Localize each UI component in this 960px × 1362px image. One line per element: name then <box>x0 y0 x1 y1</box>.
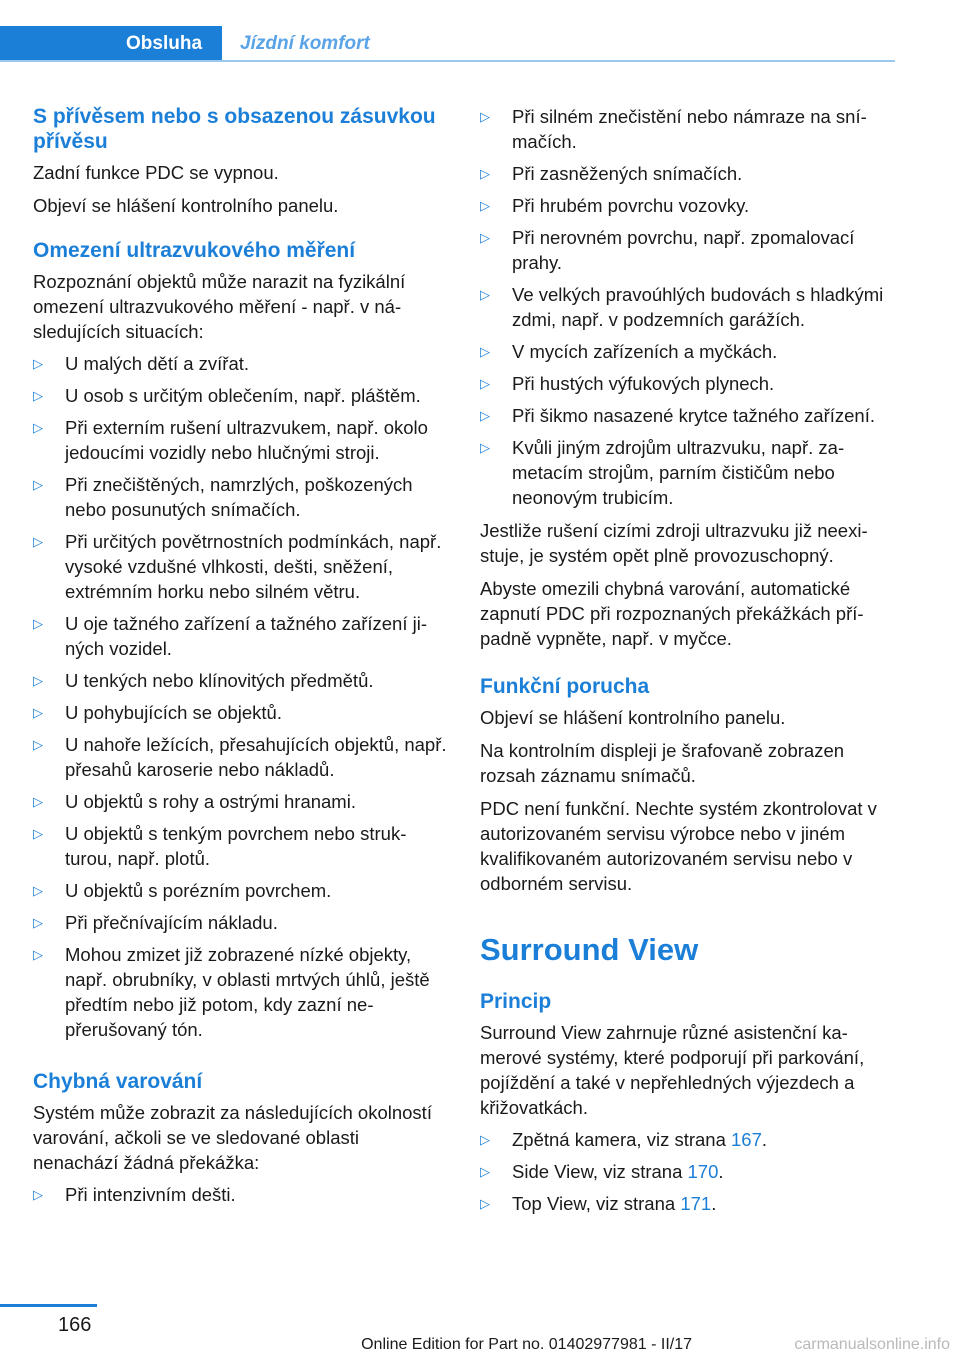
heading-malfunction: Funkční porucha <box>480 675 650 698</box>
list-item: ▷ Kvůli jiným zdrojům ultrazvuku, např. zametacím strojům, parním čističům nebo neonovým trubicím. <box>480 437 845 508</box>
right-column <box>480 104 896 1216</box>
bullet-icon: ▷ <box>480 408 490 423</box>
list-item: ▷ Při intenzivním dešti. <box>33 1184 236 1205</box>
bullet-icon: ▷ <box>33 737 43 752</box>
list-item: ▷ V mycích zařízeních a myčkách. <box>480 341 778 362</box>
list-item: ▷ U malých dětí a zvířat. <box>33 353 250 374</box>
list-item: ▷ Při přečnívajícím nákladu. <box>33 912 278 933</box>
bullet-icon: ▷ <box>480 344 490 359</box>
page-number: 166 <box>58 1314 92 1336</box>
paragraph: Zadní funkce PDC se vypnou. <box>33 162 279 183</box>
edition-footer: Online Edition for Part no. 01402977981 - II/17 <box>361 1336 692 1353</box>
page-link[interactable]: 170 <box>687 1161 719 1182</box>
bullet-icon: ▷ <box>33 826 43 841</box>
list-item: ▷ U nahoře ležících, přesahujících objektů, např. přesahů karoserie nebo nákladů. <box>33 734 447 780</box>
page-link[interactable]: 171 <box>680 1193 712 1214</box>
bullet-icon: ▷ <box>33 616 43 631</box>
heading-false-warnings: Chybná varování <box>33 1070 203 1093</box>
bullet-icon: ▷ <box>480 230 490 245</box>
paragraph: Objeví se hlášení kontrolního panelu. <box>480 707 786 728</box>
left-column <box>33 104 447 1207</box>
paragraph: Abyste omezili chybná varování, automatické zapnutí PDC při rozpoznaných překážkách případně vypněte, např. v myčce. <box>480 578 864 649</box>
bullet-icon: ▷ <box>33 883 43 898</box>
bullet-icon: ▷ <box>480 1164 490 1179</box>
list-item: ▷ U objektů s rohy a ostrými hranami. <box>33 791 356 812</box>
list-item: ▷ Při šikmo nasazené krytce tažného zařízení. <box>480 405 875 426</box>
bullet-icon: ▷ <box>480 198 490 213</box>
list-item: ▷ Při nerovném povrchu, např. zpomalovací prahy. <box>480 227 855 273</box>
bullet-icon: ▷ <box>33 1187 43 1202</box>
bullet-icon: ▷ <box>480 1132 490 1147</box>
list-item: ▷ U objektů s porézním povrchem. <box>33 880 332 901</box>
paragraph: Jestliže rušení cizími zdroji ultrazvuku již neexistuje, je systém opět plně provozuschopný. <box>480 520 868 566</box>
bullet-icon: ▷ <box>33 673 43 688</box>
bullet-icon: ▷ <box>480 109 490 124</box>
heading-limits: Omezení ultrazvukového měření <box>33 239 356 262</box>
heading-trailer: S přívěsem nebo s obsazenou zásuvkou přívěsu <box>33 105 436 153</box>
list-item: ▷ U objektů s tenkým povrchem nebo strukturou, např. plotů. <box>33 823 407 869</box>
bullet-icon: ▷ <box>480 440 490 455</box>
list-item: ▷ U tenkých nebo klínovitých předmětů. <box>33 670 374 691</box>
list-false-warnings <box>33 1182 447 1207</box>
bullet-icon: ▷ <box>480 376 490 391</box>
bullet-icon: ▷ <box>33 420 43 435</box>
list-item: ▷ Při určitých povětrnostních podmínkách, např. vysoké vzdušné vlhkosti, dešti, sněžení, extrémním horku nebo silném větru. <box>33 531 442 602</box>
list-surround-view <box>480 1127 896 1216</box>
bullet-icon: ▷ <box>33 794 43 809</box>
list-item: ▷ Při silném znečistění nebo námraze na snímačích. <box>480 106 867 152</box>
paragraph: Rozpoznání objektů může narazit na fyzikální omezení ultrazvukového měření - např. v následujících situacích: <box>33 271 406 342</box>
list-item: ▷ Top View, viz strana 171. <box>480 1193 717 1214</box>
bullet-icon: ▷ <box>33 947 43 962</box>
header-tabs <box>0 26 388 62</box>
bullet-icon: ▷ <box>33 356 43 371</box>
bullet-icon: ▷ <box>33 534 43 549</box>
tab-obsluha[interactable]: Obsluha <box>0 26 222 62</box>
list-limits <box>33 351 447 1042</box>
bullet-icon: ▷ <box>33 915 43 930</box>
list-false-warnings-cont <box>480 104 896 510</box>
paragraph: Systém může zobrazit za následujících okolností varování, ačkoli se ve sledované oblasti nenachází žádná překážka: <box>33 1102 432 1173</box>
bullet-icon: ▷ <box>33 477 43 492</box>
list-item: ▷ U pohybujících se objektů. <box>33 702 282 723</box>
list-item: ▷ Side View, viz strana 170. <box>480 1161 724 1182</box>
bullet-icon: ▷ <box>480 287 490 302</box>
heading-surround-view: Surround View <box>480 932 699 967</box>
list-item: ▷ Při externím rušení ultrazvukem, např. okolo jedoucími vozidly nebo hlučnými stroji. <box>33 417 428 463</box>
tab-jizdni-komfort[interactable]: Jízdní komfort <box>240 33 370 54</box>
list-item: ▷ Ve velkých pravoúhlých budovách s hladkými zdmi, např. v podzemních garážích. <box>480 284 884 330</box>
paragraph: Na kontrolním displeji je šrafovaně zobrazen rozsah záznamu snímačů. <box>480 740 845 786</box>
list-item: ▷ Při hustých výfukových plynech. <box>480 373 775 394</box>
list-item: ▷ U osob s určitým oblečením, např. pláštěm. <box>33 385 421 406</box>
list-item: ▷ U oje tažného zařízení a tažného zařízení jiných vozidel. <box>33 613 427 659</box>
bullet-icon: ▷ <box>33 705 43 720</box>
list-item: ▷ Zpětná kamera, viz strana 167. <box>480 1129 768 1150</box>
paragraph: PDC není funkční. Nechte systém zkontrolovat v autorizovaném servisu výrobce nebo v jiném kvalifikovaném autorizovaném servisu nebo v odborném servisu. <box>480 798 877 894</box>
paragraph: Objeví se hlášení kontrolního panelu. <box>33 195 339 216</box>
bullet-icon: ▷ <box>33 388 43 403</box>
bullet-icon: ▷ <box>480 1196 490 1211</box>
list-item: ▷ Při hrubém povrchu vozovky. <box>480 195 750 216</box>
paragraph: Surround View zahrnuje různé asistenční kamerové systémy, které podporují při parkování, pojíždění a také v nepřehledných výjezdech a křižovatkách. <box>480 1022 865 1118</box>
page-number-rule <box>0 1304 97 1307</box>
bullet-icon: ▷ <box>480 166 490 181</box>
watermark: carmanualsonline.info <box>794 1336 950 1353</box>
page-link[interactable]: 167 <box>731 1129 762 1150</box>
list-item: ▷ Při zasněžených snímačích. <box>480 163 743 184</box>
header-divider <box>0 60 895 62</box>
heading-principle: Princip <box>480 990 552 1013</box>
list-item: ▷ Při znečištěných, namrzlých, poškozených nebo posunutých snímačích. <box>33 474 413 520</box>
list-item: ▷ Mohou zmizet již zobrazené nízké objekty, např. obrubníky, v oblasti mrtvých úhlů, ještě předtím nebo již potom, kdy zazní nepřerušovaný tón. <box>33 944 430 1040</box>
